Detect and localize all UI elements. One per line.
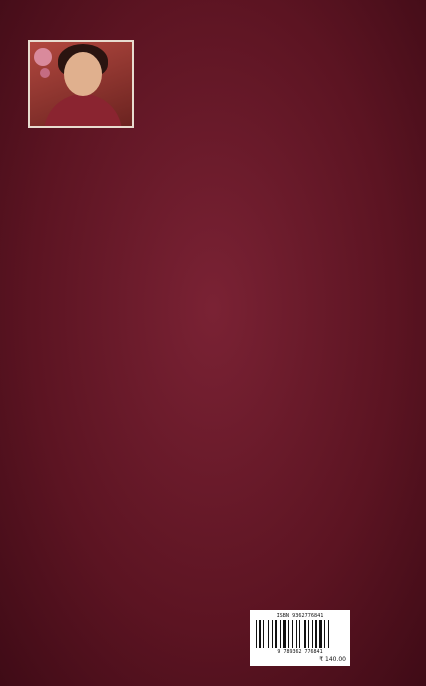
barcode-stripe	[328, 620, 329, 648]
flower-decoration	[34, 48, 52, 66]
barcode-stripe	[256, 620, 257, 648]
author-section	[28, 40, 408, 128]
price-label: ₹ 140.00	[319, 656, 346, 663]
barcode-stripe	[280, 620, 281, 648]
isbn-number: 9 789362 776841	[277, 649, 323, 655]
barcode-stripe	[319, 620, 322, 648]
barcode-stripe	[275, 620, 277, 648]
barcode-stripe	[304, 620, 306, 648]
author-photo	[28, 40, 134, 128]
barcode-stripe	[324, 620, 325, 648]
barcode-stripe	[315, 620, 317, 648]
barcode-box	[250, 610, 350, 666]
barcode-stripe	[312, 620, 313, 648]
barcode-stripe	[296, 620, 297, 648]
biography-text	[28, 134, 408, 136]
barcode-stripe	[292, 620, 293, 648]
author-figure	[44, 94, 122, 128]
barcode-stripe	[268, 620, 269, 648]
barcode-stripe	[263, 620, 264, 648]
barcode-stripe	[283, 620, 286, 648]
barcode-stripe	[272, 620, 273, 648]
barcode-stripe	[259, 620, 261, 648]
isbn-top-label: ISBN 9362776841	[276, 613, 324, 619]
author-face	[64, 52, 102, 96]
barcode-bars	[256, 620, 344, 648]
barcode-stripe	[308, 620, 309, 648]
barcode-stripe	[299, 620, 300, 648]
barcode-stripe	[288, 620, 289, 648]
